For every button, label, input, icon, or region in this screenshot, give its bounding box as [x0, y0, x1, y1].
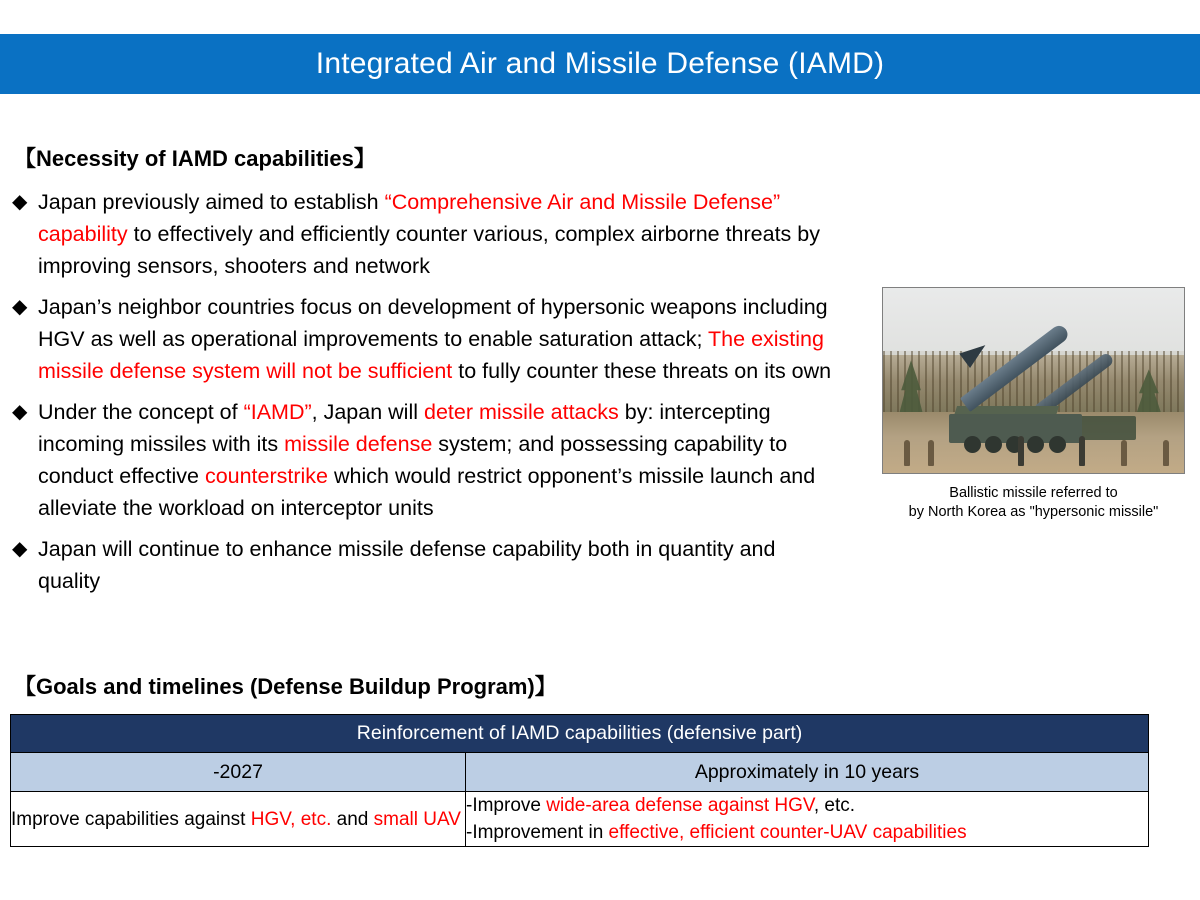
text-run: HGV, etc. — [250, 808, 332, 830]
photo-caption-line-1: Ballistic missile referred to — [949, 485, 1118, 501]
table-cell-2027-goals — [11, 792, 466, 847]
text-run: wide-area defense against HGV — [546, 795, 814, 816]
bullet-item — [12, 533, 872, 597]
diamond-bullet-icon: ◆ — [12, 401, 28, 423]
photo-wheel — [964, 436, 981, 453]
diamond-bullet-icon: ◆ — [12, 538, 28, 560]
text-run: , Japan will — [311, 400, 424, 424]
text-run: Japan will continue to enhance missile defense capability both in quantity and quality — [38, 537, 776, 593]
bullet-text — [38, 396, 846, 524]
text-run: Japan’s neighbor countries focus on development of hypersonic weapons including HGV as well as operational improvements to enable saturation attack; — [38, 295, 828, 351]
photo-soldier — [1018, 436, 1024, 466]
text-run: -Improvement in — [466, 822, 609, 843]
text-run: missile defense — [284, 432, 433, 456]
photo-wheel — [985, 436, 1002, 453]
bullet-text — [38, 533, 838, 597]
text-run: by: intercepting incoming missiles with its — [38, 400, 771, 456]
table-row — [11, 792, 1149, 847]
diamond-bullet-icon: ◆ — [12, 296, 28, 318]
photo-soldier — [928, 440, 934, 466]
text-run: effective, efficient counter-UAV capabilities — [608, 822, 967, 843]
text-run: to effectively and efficiently counter various, complex airborne threats by improving sensors, shooters and network — [38, 222, 820, 278]
section-heading-necessity: 【Necessity of IAMD capabilities】 — [14, 146, 376, 171]
bullet-text — [38, 291, 872, 387]
text-run: which would restrict opponent’s missile launch and alleviate the workload on interceptor units — [38, 464, 816, 520]
text-run: counterstrike — [204, 464, 329, 488]
photo-caption — [882, 484, 1185, 522]
text-run: The existing missile defense system will not be sufficient — [38, 327, 824, 383]
slide-title-banner — [0, 34, 1200, 94]
section-heading-goals: 【Goals and timelines (Defense Buildup Program)】 — [14, 674, 557, 699]
text-run: to fully counter these threats on its own — [452, 359, 832, 383]
table-column-header-0: -2027 — [11, 753, 466, 792]
photo-soldier — [1163, 440, 1169, 466]
bullet-item — [12, 186, 872, 282]
table-row-header — [11, 715, 1149, 753]
bullet-text — [38, 186, 850, 282]
table-column-header-1: Approximately in 10 years — [466, 753, 1149, 792]
text-run: deter missile attacks — [424, 400, 619, 424]
photo-soldier — [1079, 436, 1085, 466]
photo-soldier — [904, 440, 910, 466]
text-run: “IAMD” — [243, 400, 312, 424]
table-cell-line — [11, 806, 465, 833]
bullet-item — [12, 291, 872, 387]
diamond-bullet-icon: ◆ — [12, 191, 28, 213]
table-cell-ten-year-goals — [466, 792, 1149, 847]
text-run: Japan previously aimed to establish — [38, 190, 385, 214]
page-title: Integrated Air and Missile Defense (IAMD) — [315, 47, 885, 80]
goals-and-timelines-table — [10, 714, 1149, 847]
table-row-columns — [11, 753, 1149, 792]
table-cell-line — [466, 819, 1148, 846]
photo-caption-line-2: by North Korea as "hypersonic missile" — [908, 504, 1159, 520]
text-run: -Improve — [466, 795, 547, 816]
text-run: small UAV — [373, 808, 461, 830]
text-run: and — [331, 808, 374, 830]
text-run: system; and possessing capability to conduct effective — [38, 432, 788, 488]
table-header-cell: Reinforcement of IAMD capabilities (defensive part) — [11, 715, 1149, 753]
ballistic-missile-launcher-photo — [882, 287, 1185, 474]
table-cell-line — [466, 792, 1148, 819]
photo-wheel — [1049, 436, 1066, 453]
text-run: , etc. — [813, 795, 856, 816]
photo-soldier — [1121, 440, 1127, 466]
bullet-list — [12, 186, 872, 606]
slide-content — [0, 94, 1200, 900]
photo-block — [882, 287, 1185, 522]
text-run: Improve capabilities against — [11, 808, 251, 830]
text-run: “Comprehensive Air and Missile Defense” capability — [38, 190, 781, 246]
text-run: Under the concept of — [38, 400, 244, 424]
bullet-item — [12, 396, 872, 524]
